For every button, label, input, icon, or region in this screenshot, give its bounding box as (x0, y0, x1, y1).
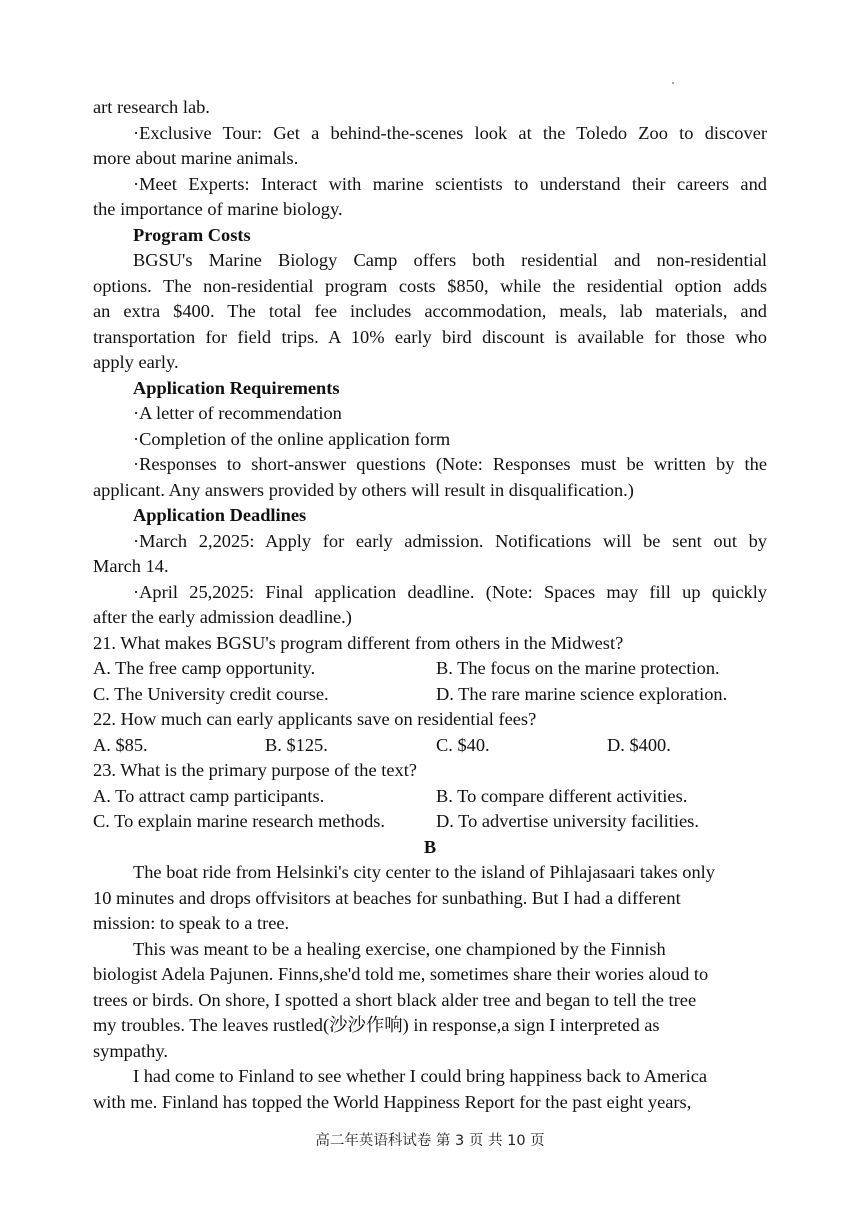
q21-option-d: D. The rare marine science exploration. (436, 683, 728, 704)
passage-line: mission: to speak to a tree. (93, 913, 290, 933)
passage-line: I had come to Finland to see whether I could bring happiness back to America (133, 1066, 708, 1086)
passage-line: options. The non-residential program costs $850, while the residential option adds (93, 275, 767, 296)
list-item: ·Completion of the online application form (133, 428, 451, 449)
passage-line: art research lab. (93, 97, 210, 117)
passage-line: applicant. Any answers provided by others will result in disqualification.) (93, 479, 634, 500)
q22-option-a: A. $85. (93, 734, 148, 755)
passage-line: biologist Adela Pajunen. Finns,she'd told me, sometimes share their wories aloud to (93, 964, 709, 984)
passage-line: ·Exclusive Tour: Get a behind-the-scenes look at the Toledo Zoo to discover (133, 122, 767, 143)
scan-dot (672, 82, 674, 84)
passage-line: sympathy. (93, 1040, 168, 1061)
list-item: ·March 2,2025: Apply for early admission. Notifications will be sent out by (133, 530, 767, 551)
question-21-stem: 21. What makes BGSU's program different from others in the Midwest? (93, 632, 624, 653)
list-item: ·Responses to short-answer questions (Note: Responses must be written by the (133, 454, 767, 474)
q22-option-d: D. $400. (607, 734, 671, 755)
passage-line: apply early. (93, 352, 179, 372)
passage-line: transportation for field trips. A 10% early bird discount is available for those who (93, 326, 767, 347)
passage-line: after the early admission deadline.) (93, 607, 352, 627)
passage-line: 10 minutes and drops offvisitors at beaches for sunbathing. But I had a different (93, 887, 681, 908)
passage-line: with me. Finland has topped the World Happiness Report for the past eight years, (93, 1091, 692, 1112)
passage-line: This was meant to be a healing exercise, one championed by the Finnish (133, 938, 666, 959)
passage-line: March 14. (93, 556, 169, 576)
passage-line: trees or birds. On shore, I spotted a short black alder tree and began to tell the tree (93, 989, 697, 1010)
passage-line: my troubles. The leaves rustled(沙沙作响) in response,a sign I interpreted as (93, 1015, 660, 1035)
q23-option-c: C. To explain marine research methods. (93, 811, 386, 831)
q21-option-a: A. The free camp opportunity. (93, 658, 316, 678)
q22-option-b: B. $125. (265, 734, 328, 755)
passage-line: the importance of marine biology. (93, 199, 343, 219)
q23-option-d: D. To advertise university facilities. (436, 811, 699, 831)
q23-option-a: A. To attract camp participants. (93, 785, 325, 806)
page-footer: 高二年英语科试卷 第 3 页 共 10 页 (315, 1133, 545, 1149)
section-heading-deadlines: Application Deadlines (133, 505, 307, 525)
section-heading-costs: Program Costs (133, 224, 251, 245)
list-item: ·April 25,2025: Final application deadline. (Note: Spaces may fill up quickly (133, 581, 767, 602)
passage-b-heading: B (423, 836, 437, 857)
question-22-stem: 22. How much can early applicants save on residential fees? (93, 709, 537, 729)
passage-line: an extra $400. The total fee includes accommodation, meals, lab materials, and (93, 301, 767, 321)
q22-option-c: C. $40. (436, 734, 490, 755)
list-item: ·A letter of recommendation (133, 403, 342, 423)
q21-option-c: C. The University credit course. (93, 683, 329, 704)
passage-line: more about marine animals. (93, 148, 299, 168)
q23-option-b: B. To compare different activities. (436, 785, 688, 806)
q21-option-b: B. The focus on the marine protection. (436, 658, 720, 678)
section-heading-requirements: Application Requirements (133, 377, 340, 398)
passage-line: BGSU's Marine Biology Camp offers both residential and non-residential (133, 250, 767, 270)
question-23-stem: 23. What is the primary purpose of the text? (93, 760, 417, 780)
passage-line: The boat ride from Helsinki's city center to the island of Pihlajasaari takes only (133, 862, 715, 882)
passage-line: ·Meet Experts: Interact with marine scientists to understand their careers and (133, 173, 767, 194)
